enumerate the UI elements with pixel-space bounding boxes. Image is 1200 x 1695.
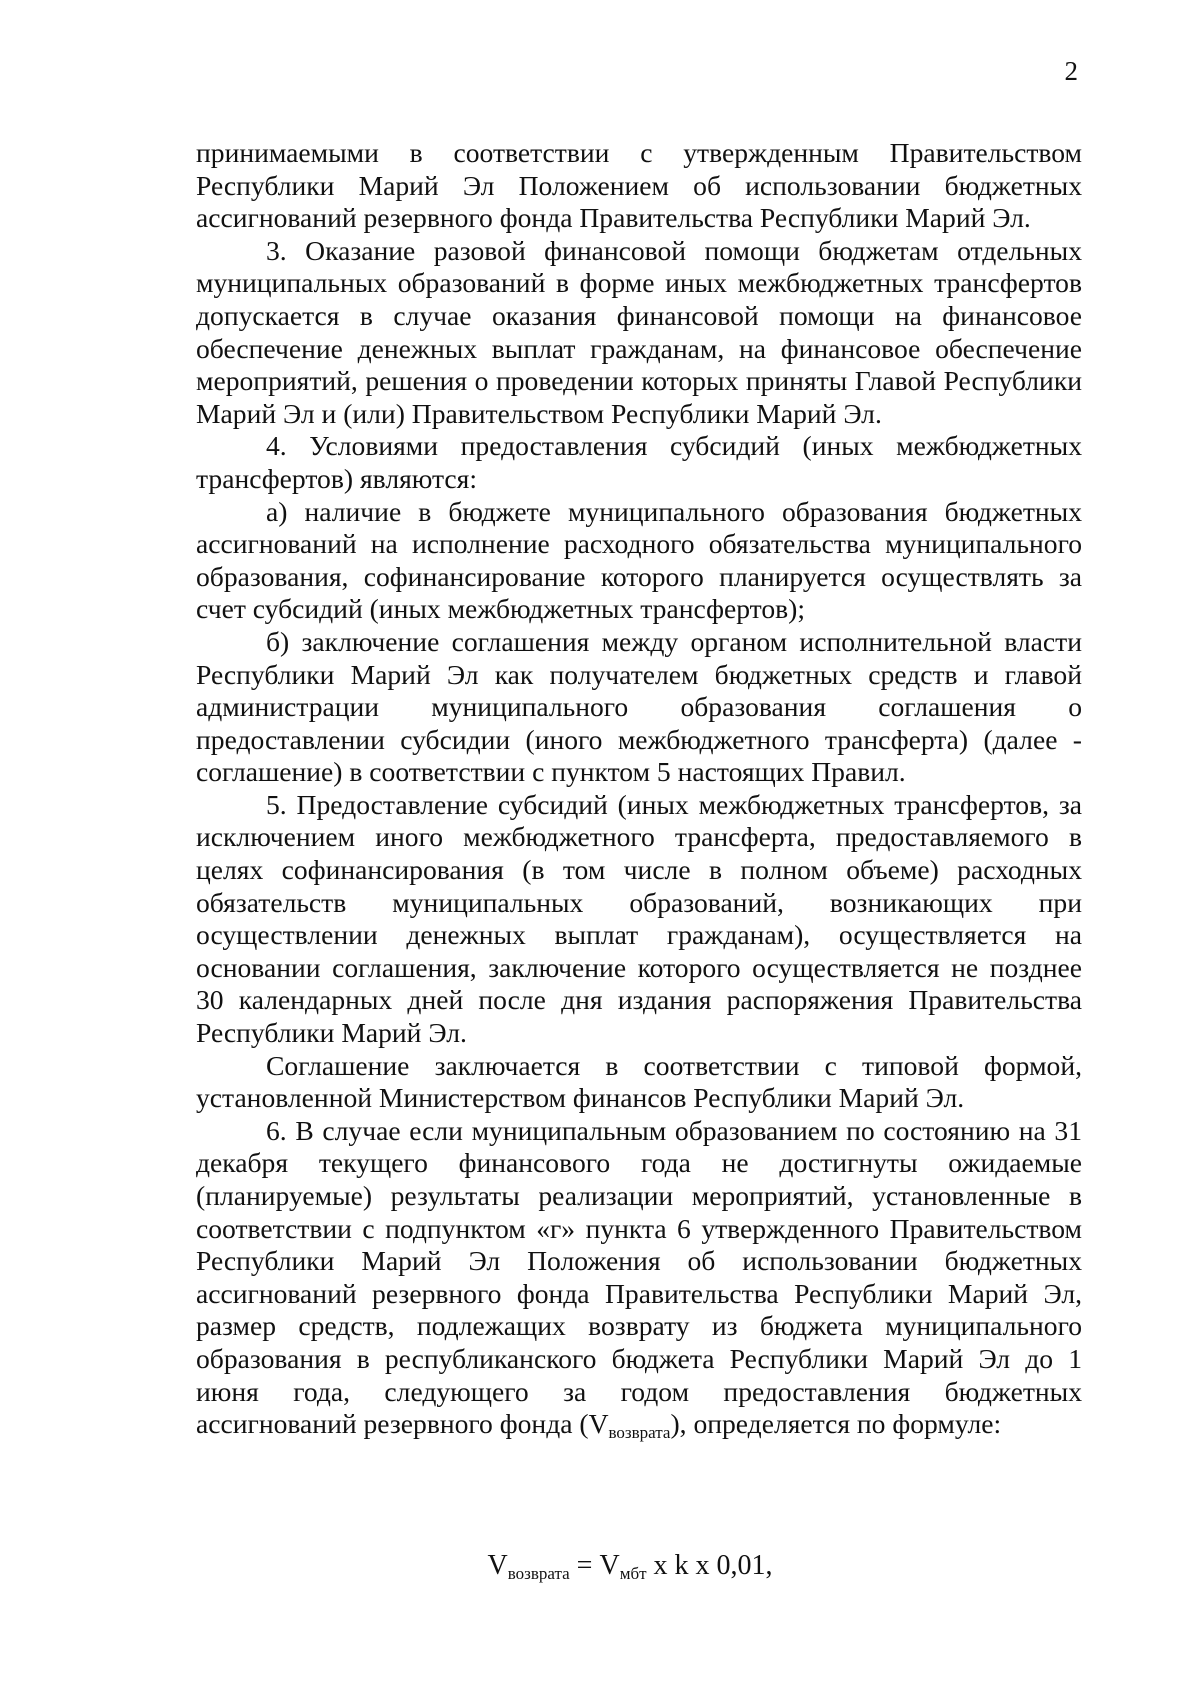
formula-v-return-subscript: возврата xyxy=(507,1564,570,1583)
document-body xyxy=(196,137,1082,1445)
formula-v-mbt-subscript: мбт xyxy=(619,1564,647,1583)
formula-v-return: V xyxy=(487,1550,508,1581)
page-number: 2 xyxy=(1064,56,1078,86)
return-formula xyxy=(0,1549,1200,1586)
paragraph-4: 4. Условиями предоставления субсидий (иных межбюджетных трансфертов) являются: xyxy=(196,430,1082,494)
paragraph-6-text: 6. В случае если муниципальным образованием по состоянию на 31 декабря текущего финансового года не достигнуты ожидаемые (планируемые) результаты реализации мероприятий, установленные в соответствии с подпунктом «г» пункта 6 утвержденного Правительством Республики Марий Эл Положения об использовании бюджетных ассигнований резервного фонда Правительства Республики Марий Эл, размер средств, подлежащих возврату из бюджета муниципального образования в республиканского бюджета Республики Марий Эл до 1 июня года, следующего за годом предоставления бюджетных ассигнований резервного фонда (V xyxy=(196,1114,1082,1440)
paragraph-6-text-end: ), определяется по формуле: xyxy=(670,1408,1002,1440)
paragraph-6-subscript: возврата xyxy=(608,1423,671,1443)
paragraph-6 xyxy=(196,1115,1082,1445)
paragraph-4a: а) наличие в бюджете муниципального образования бюджетных ассигнований на исполнение расходного обязательства муниципального образования, софинансирование которого планируется осуществлять за счет субсидий (иных межбюджетных трансфертов); xyxy=(196,495,1082,625)
formula-v-mbt: V xyxy=(599,1550,620,1581)
paragraph-continuation: принимаемыми в соответствии с утвержденным Правительством Республики Марий Эл Положением об использовании бюджетных ассигнований резервного фонда Правительства Республики Марий Эл. xyxy=(196,137,1082,234)
paragraph-4b: б) заключение соглашения между органом исполнительной власти Республики Марий Эл как получателем бюджетных средств и главой администрации муниципального образования соглашения о предоставлении субсидии (иного межбюджетного трансферта) (далее - соглашение) в соответствии с пунктом 5 настоящих Правил. xyxy=(196,625,1082,788)
paragraph-5-agreement: Соглашение заключается в соответствии с типовой формой, установленной Министерством финансов Республики Марий Эл. xyxy=(196,1049,1082,1114)
paragraph-3: 3. Оказание разовой финансовой помощи бюджетам отдельных муниципальных образований в форме иных межбюджетных трансфертов допускается в случае оказания финансовой помощи на финансовое обеспечение денежных выплат гражданам, на финансовое обеспечение мероприятий, решения о проведении которых приняты Главой Республики Марий Эл и (или) Правительством Республики Марий Эл. xyxy=(196,234,1082,429)
paragraph-5: 5. Предоставление субсидий (иных межбюджетных трансфертов, за исключением иного межбюджетного трансферта, предоставляемого в целях софинансирования (в том числе в полном объеме) расходных обязательств муниципальных образований, возникающих при осуществлении денежных выплат гражданам), осуществляется на основании соглашения, заключение которого осуществляется не позднее 30 календарных дней после дня издания распоряжения Правительства Республики Марий Эл. xyxy=(196,788,1082,1049)
formula-equals: = xyxy=(569,1550,600,1581)
formula-multipliers: x k x 0,01, xyxy=(646,1550,773,1581)
